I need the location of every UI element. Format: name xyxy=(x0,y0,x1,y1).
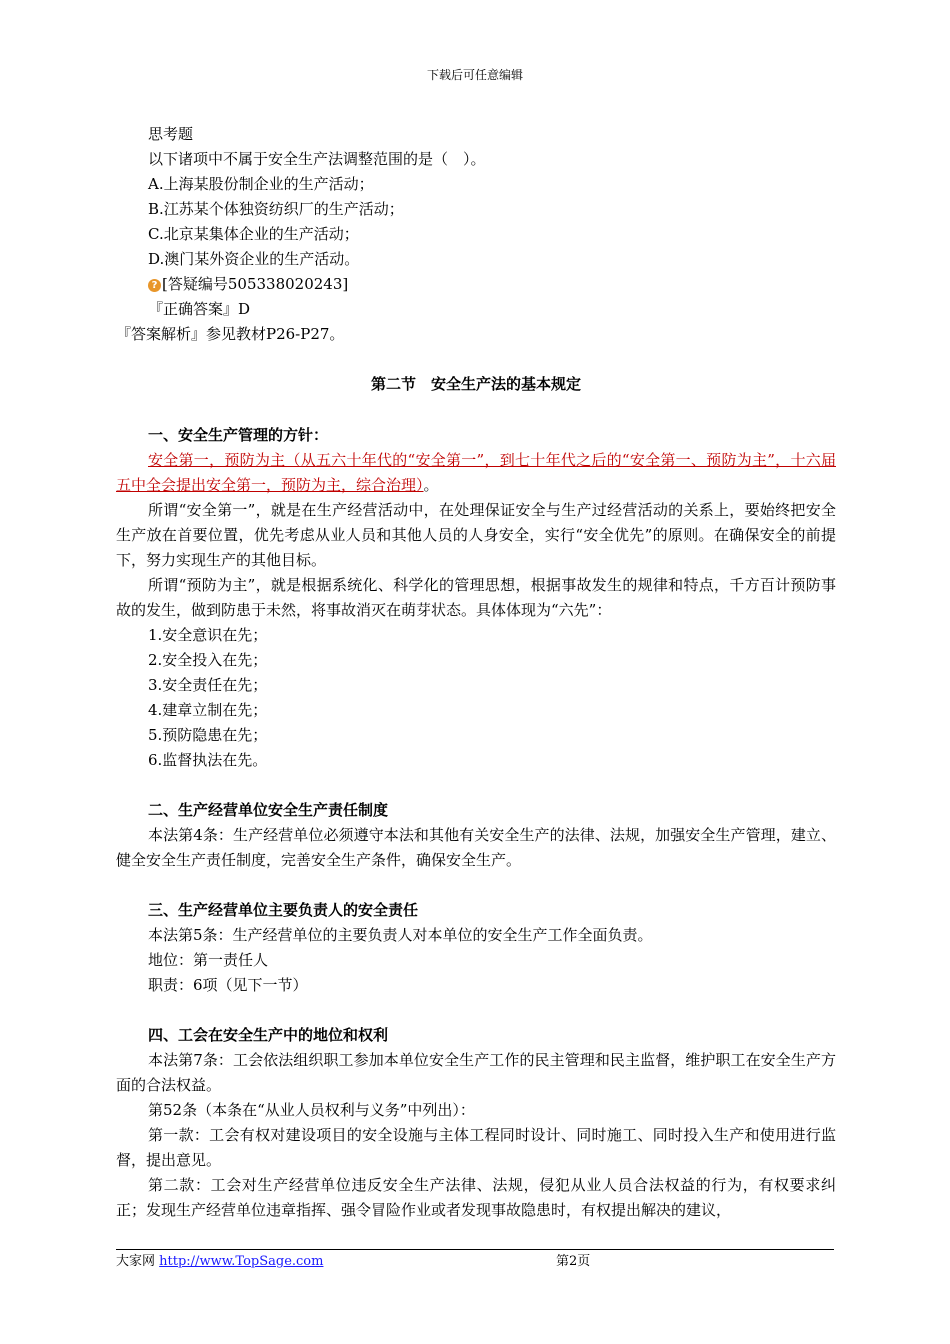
list-item: 3.安全责任在先； xyxy=(148,676,268,694)
heading-2: 二、生产经营单位安全生产责任制度 xyxy=(148,801,389,819)
list-item: 5.预防隐患在先； xyxy=(148,726,268,744)
footer-site-name: 大家网 xyxy=(116,1254,156,1269)
para-duties: 职责：6项（见下一节） xyxy=(148,976,308,994)
correct-answer: 『正确答案』D xyxy=(148,300,251,318)
question-title: 思考题 xyxy=(148,125,194,143)
para-clause-2: 第二款：工会对生产经营单位违反安全生产法律、法规，侵犯从业人员合法权益的行为，有权要求纠正；发现生产经营单位违章指挥、强令冒险作业或者发现事故隐患时，有权提出解决的建议， xyxy=(116,1176,836,1219)
list-item: 4.建章立制在先； xyxy=(148,701,268,719)
para-position: 地位：第一责任人 xyxy=(148,951,269,969)
heading-1: 一、安全生产管理的方针： xyxy=(148,426,329,444)
option-c: C.北京某集体企业的生产活动； xyxy=(148,225,359,243)
option-d: D.澳门某外资企业的生产活动。 xyxy=(148,250,360,268)
para-article-7: 本法第7条：工会依法组织职工参加本单位安全生产工作的民主管理和民主监督，维护职工在安全生产方面的合法权益。 xyxy=(116,1051,836,1094)
ask-row xyxy=(116,272,836,297)
para-prevention: 所谓“预防为主”，就是根据系统化、科学化的管理思想，根据事故发生的规律和特点，千方百计预防事故的发生，做到防患于未然，将事故消灭在萌芽状态。具体体现为“六先”： xyxy=(116,576,836,619)
answer-analysis: 『答案解析』参见教材P26-P27。 xyxy=(116,325,345,343)
footer-link[interactable]: http://www.TopSage.com xyxy=(159,1254,324,1269)
page-header: 下载后可任意编辑 xyxy=(426,68,523,82)
question-mark-icon[interactable]: ? xyxy=(148,279,161,292)
section-title: 第二节 安全生产法的基本规定 xyxy=(370,375,581,393)
para-clause-1: 第一款：工会有权对建设项目的安全设施与主体工程同时设计、同时施工、同时投入生产和使用进行监督，提出意见。 xyxy=(116,1126,836,1169)
heading-4: 四、工会在安全生产中的地位和权利 xyxy=(148,1026,389,1044)
option-a: A.上海某股份制企业的生产活动； xyxy=(148,175,374,193)
list-item: 2.安全投入在先； xyxy=(148,651,268,669)
question-stem: 以下诸项中不属于安全生产法调整范围的是（ ）。 xyxy=(148,150,486,168)
policy-tail: 。 xyxy=(423,476,439,494)
page-number: 第2页 xyxy=(556,1254,591,1269)
ask-id: [答疑编号505338020243] xyxy=(162,275,349,293)
heading-3: 三、生产经营单位主要负责人的安全责任 xyxy=(148,901,419,919)
list-item: 1.安全意识在先； xyxy=(148,626,268,644)
page-footer xyxy=(116,1250,834,1269)
para-article-4: 本法第4条：生产经营单位必须遵守本法和其他有关安全生产的法律、法规，加强安全生产管理，建立、健全安全生产责任制度，完善安全生产条件，确保安全生产。 xyxy=(116,826,836,869)
policy-red-text: 安全第一，预防为主（从五六十年代的“安全第一”，到七十年代之后的“安全第一、预防为主”，十六届五中全会提出安全第一，预防为主，综合治理） xyxy=(116,451,836,494)
list-item: 6.监督执法在先。 xyxy=(148,751,268,769)
para-article-52: 第52条（本条在“从业人员权利与义务”中列出）： xyxy=(148,1101,475,1119)
para-article-5: 本法第5条：生产经营单位的主要负责人对本单位的安全生产工作全面负责。 xyxy=(148,926,653,944)
para-safety-first: 所谓“安全第一”，就是在生产经营活动中，在处理保证安全与生产过经营活动的关系上，要始终把安全生产放在首要位置，优先考虑从业人员和其他人员的人身安全，实行“安全优先”的原则。在确保安全的前提下，努力实现生产的其他目标。 xyxy=(116,501,836,569)
document-body xyxy=(116,122,836,1223)
option-b: B.江苏某个体独资纺织厂的生产活动； xyxy=(148,200,404,218)
policy-statement xyxy=(116,448,836,498)
